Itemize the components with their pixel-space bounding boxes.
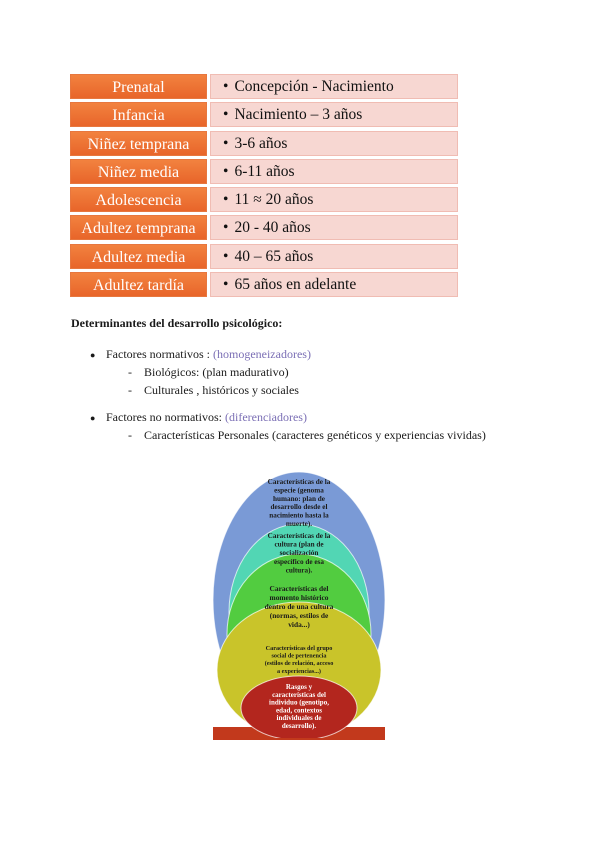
layer-label-line: humano: plan de xyxy=(273,494,325,503)
stage-range xyxy=(210,131,458,156)
layer-label-line: (normas, estilos de xyxy=(269,611,329,620)
dash-bullet-icon: - xyxy=(128,383,132,397)
stage-row xyxy=(70,272,458,297)
stage-label: Adultez tardía xyxy=(70,272,207,297)
stage-range-text: 3-6 años xyxy=(234,134,288,152)
normative-label: Factores normativos : xyxy=(106,347,210,361)
normative-factors-item xyxy=(90,347,311,362)
normative-subitem-text: Biológicos: (plan madurativo) xyxy=(144,365,289,379)
normative-highlight-open: ( xyxy=(212,347,217,361)
layer-label-line: (estilos de relación, acceso xyxy=(264,660,334,668)
stage-range xyxy=(210,74,458,99)
stage-label: Niñez temprana xyxy=(70,131,207,156)
stage-range-text: 20 - 40 años xyxy=(234,219,311,237)
layer-label-line: desarrollo desde el xyxy=(270,503,328,512)
dash-bullet-icon: - xyxy=(128,365,132,379)
layer-label-line: muerte). xyxy=(285,520,313,528)
bullet-icon: • xyxy=(223,106,229,124)
nested-ellipses-diagram xyxy=(213,472,385,740)
stage-range-text: 11 ≈ 20 años xyxy=(234,191,314,209)
layer-label-line: cultura). xyxy=(285,566,313,575)
bullet-icon: • xyxy=(223,191,229,209)
stage-range-text: Concepción - Nacimiento xyxy=(234,78,394,95)
normative-factors-list xyxy=(90,347,311,398)
normative-subitem xyxy=(90,383,311,398)
stage-range xyxy=(210,244,458,269)
stage-row xyxy=(70,159,458,184)
layer-label-line: características del xyxy=(272,690,326,699)
stage-range xyxy=(210,159,458,184)
layer-label-line: nacimiento hasta la xyxy=(269,511,329,520)
non-normative-highlight-open: ( xyxy=(224,410,229,424)
layer-label-line: Características del grupo xyxy=(265,645,333,652)
stage-row xyxy=(70,131,458,156)
stage-label: Prenatal xyxy=(70,74,207,99)
stage-range-text: 40 – 65 años xyxy=(234,247,314,265)
stage-label: Niñez media xyxy=(70,159,207,184)
layer-label-line: social de pertenencia xyxy=(271,652,327,660)
normative-subitem-text: Culturales , históricos y sociales xyxy=(144,383,299,397)
layer-label-line: Rasgos y xyxy=(285,683,313,691)
stage-label: Adultez media xyxy=(70,244,207,269)
stage-range-text: Nacimiento – 3 años xyxy=(234,106,363,124)
stage-range xyxy=(210,272,458,297)
stage-range xyxy=(210,215,458,240)
layer-label-line: Características del xyxy=(269,584,329,593)
layer-label-line: Características de la xyxy=(267,478,331,486)
section-heading: Determinantes del desarrollo psicológico: xyxy=(71,316,283,330)
layer-label-line: individuo (genotipo, xyxy=(269,698,329,707)
bullet-icon: • xyxy=(223,219,229,237)
normative-highlight: homogeneizadores xyxy=(216,347,307,361)
layer-label-line: cultura (plan de xyxy=(274,540,324,549)
bullet-icon: • xyxy=(223,134,229,152)
stage-range xyxy=(210,102,458,127)
normative-highlight-close: ) xyxy=(306,347,311,361)
stage-row xyxy=(70,244,458,269)
stage-range xyxy=(210,187,458,212)
non-normative-subitem xyxy=(90,428,486,443)
layer-label-line: dentro de una cultura xyxy=(264,602,334,611)
non-normative-factors-item xyxy=(90,410,486,425)
bullet-icon: ● xyxy=(90,350,96,360)
non-normative-factors-list xyxy=(90,410,486,443)
stage-row xyxy=(70,74,458,99)
stage-label: Adultez temprana xyxy=(70,215,207,240)
bullet-icon: • xyxy=(223,247,229,265)
stage-label: Infancia xyxy=(70,102,207,127)
layer-label-line: Características de la xyxy=(267,532,331,540)
non-normative-highlight-close: ) xyxy=(302,410,307,424)
layer-label-line: a experiencias...) xyxy=(277,667,321,675)
bullet-icon: • xyxy=(223,276,229,294)
layer-label-line: socialización xyxy=(279,549,319,558)
stage-range-text: 6-11 años xyxy=(234,162,295,180)
normative-subitem xyxy=(90,365,311,380)
layer-label-line: desarrollo). xyxy=(281,722,317,730)
bullet-icon: • xyxy=(223,78,229,95)
layer-label-line: edad, contextos xyxy=(276,706,322,715)
life-stages-table xyxy=(70,74,458,300)
layer-label-line: momento histórico xyxy=(269,593,329,602)
non-normative-highlight: diferenciadores xyxy=(228,410,303,424)
bullet-icon: • xyxy=(223,162,229,180)
non-normative-label: Factores no normativos: xyxy=(106,410,222,424)
stage-row xyxy=(70,187,458,212)
dash-bullet-icon: - xyxy=(128,428,132,442)
stage-row xyxy=(70,215,458,240)
bullet-icon: ● xyxy=(90,413,96,423)
stage-label: Adolescencia xyxy=(70,187,207,212)
stage-row xyxy=(70,102,458,127)
layer-label-line: vida...) xyxy=(288,620,310,629)
development-determinants-diagram xyxy=(213,472,385,740)
layer-label-line: especie (genoma xyxy=(274,486,324,495)
layer-label-line: individuales de xyxy=(276,714,322,723)
layer-label-line: específico de esa xyxy=(274,557,324,566)
non-normative-subitem-text: Características Personales (caracteres genéticos y experiencias vividas) xyxy=(144,428,486,442)
stage-range-text: 65 años en adelante xyxy=(234,276,357,294)
